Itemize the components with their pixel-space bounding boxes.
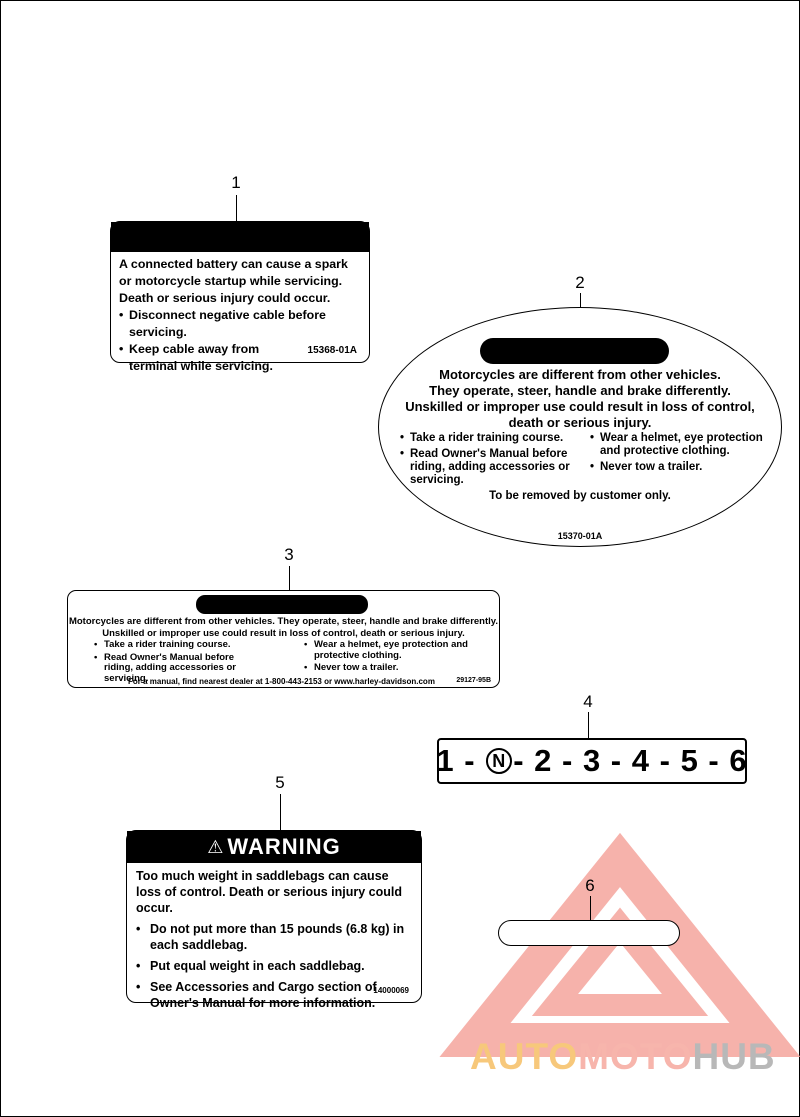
callout-number-2: 2 — [575, 273, 585, 292]
label-line: Unskilled or improper use could result in loss of control, death or serious injury. — [102, 628, 465, 639]
gear-3: 3 — [582, 743, 602, 778]
warning-header: WARNING — [227, 834, 341, 859]
label-line: Unskilled or improper use could result in loss of control, — [405, 399, 755, 414]
gear-6: 6 — [729, 743, 748, 778]
label-bullet: • Put equal weight in each saddlebag. — [136, 958, 412, 974]
shift-pattern-label — [437, 738, 747, 784]
label-header-bar — [196, 595, 368, 614]
label-footer: For a manual, find nearest dealer at 1-800-443-2153 or www.harley-davidson.com — [128, 677, 435, 686]
part-number: 15368-01A — [307, 345, 357, 356]
label-bullet: • Take a rider training course. — [94, 640, 304, 651]
callout-number-5: 5 — [275, 773, 285, 792]
label-line: or motorcycle startup while servicing. — [119, 274, 343, 288]
label-bullet: • Do not put more than 15 pounds (6.8 kg) in each saddlebag. — [136, 921, 412, 953]
gear-2: 2 — [534, 743, 553, 778]
saddlebag-warning-label — [126, 830, 422, 1010]
gear-neutral: N — [486, 748, 512, 774]
label-line: They operate, steer, handle and brake differently. — [429, 383, 731, 398]
warning-triangle-icon: ⚠ — [207, 836, 224, 857]
part-number: 29127-95B — [456, 677, 491, 684]
label-bullet: • Read Owner's Manual before riding, adding accessories or servicing. — [400, 448, 590, 487]
label-line: Motorcycles are different from other vehicles. They operate, steer, handle and brake differently. — [68, 616, 499, 627]
shift-pattern: 1 - N - 2 - 3 - 4 - 5 - 6 — [436, 743, 748, 778]
label-header-bar — [480, 338, 669, 364]
battery-warning-label — [110, 221, 370, 373]
label-bullet: • Never tow a trailer. — [590, 461, 772, 474]
leader-line-1 — [236, 195, 237, 221]
label-bullet: • Take a rider training course. — [400, 432, 590, 445]
label-line: Motorcycles are different from other vehicles. — [439, 367, 721, 382]
leader-line-3 — [289, 566, 290, 590]
leader-line-5 — [280, 794, 281, 830]
label-bullet: • Read Owner's Manual before riding, adding accessories or servicing. — [94, 653, 304, 685]
callout-number-6: 6 — [585, 876, 595, 895]
label-line: Death or serious injury could occur. — [119, 291, 331, 305]
rider-warning-wide-label — [67, 590, 500, 688]
label-header-bar — [111, 222, 369, 252]
label-bullet: • Disconnect negative cable before servicing. — [119, 307, 361, 341]
callout-number-1: 1 — [231, 173, 241, 192]
label-header-bar — [127, 831, 421, 863]
callout-number-3: 3 — [284, 545, 294, 564]
watermark-text: AUTOMOTOHUB — [470, 1036, 776, 1077]
label-bullet: • Wear a helmet, eye protection and protective clothing. — [590, 432, 772, 458]
label-bullet: • Never tow a trailer. — [304, 663, 474, 674]
label-line: A connected battery can cause a spark — [119, 257, 348, 271]
label-bullet: • See Accessories and Cargo section of Owner's Manual for more information. — [136, 979, 412, 1011]
gear-4: 4 — [631, 743, 650, 778]
blank-strip-label — [498, 920, 680, 946]
callout-number-4: 4 — [583, 692, 593, 711]
gear-1: 1 — [436, 743, 455, 778]
part-number: 14000069 — [373, 986, 409, 995]
leader-line-4 — [588, 712, 589, 738]
label-intro: Too much weight in saddlebags can cause loss of control. Death or serious injury could occur. — [136, 869, 403, 915]
leader-line-6 — [590, 896, 591, 920]
rider-warning-oval-label — [378, 307, 782, 547]
label-line: death or serious injury. — [508, 415, 652, 430]
gear-5: 5 — [680, 743, 699, 778]
label-bullet: • Keep cable away from terminal while servicing. — [119, 341, 361, 375]
label-bullet: • Wear a helmet, eye protection and protective clothing. — [304, 640, 474, 661]
label-footer: To be removed by customer only. — [489, 490, 671, 502]
part-number: 15370-01A — [557, 531, 603, 541]
